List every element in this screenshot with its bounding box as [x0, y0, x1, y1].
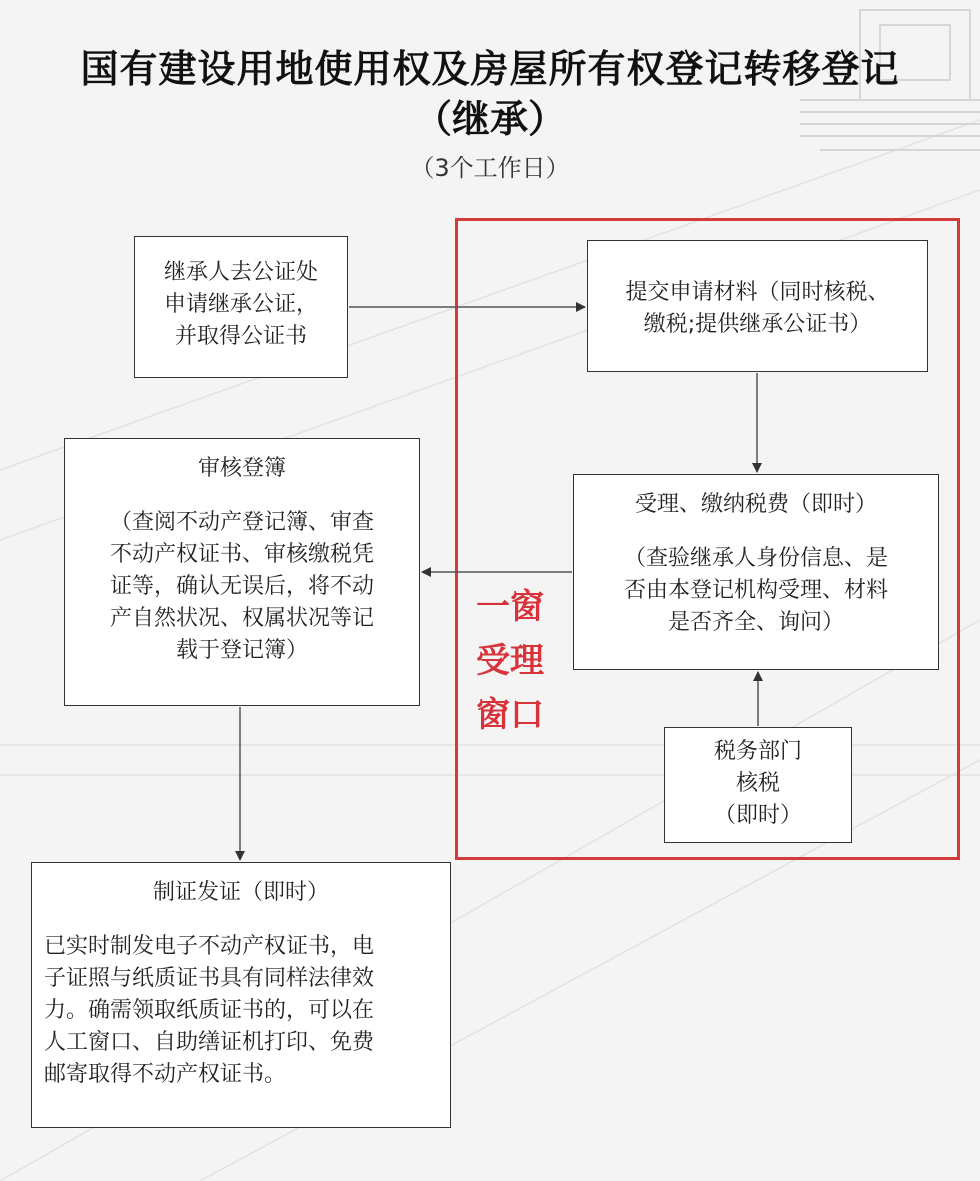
box-text-line: 继承人去公证处: [163, 260, 318, 285]
page-title: 国有建设用地使用权及房屋所有权登记转移登记: [80, 47, 900, 91]
box-text-line: 人工窗口、自助缮证机打印、免费: [44, 1030, 375, 1055]
one-window-label: [470, 580, 550, 742]
box-heading: 审核登簿: [197, 456, 286, 481]
window-label-line: 受理: [476, 641, 544, 681]
box-text-line: 税务部门: [713, 739, 802, 764]
box-text-line: 申请继承公证，: [163, 292, 318, 317]
accept-pay-tax-box: [573, 474, 939, 670]
box-text-line: 否由本登记机构受理、材料: [623, 578, 888, 603]
box-text-line: 已实时制发电子不动产权证书，电: [44, 934, 375, 959]
submit-materials-box: [587, 240, 928, 372]
box-text-line: （查阅不动产登记簿、审查: [109, 510, 374, 535]
page-subtitle: （继承）: [413, 97, 566, 141]
window-label-line: 一窗: [476, 587, 544, 627]
box-text-line: （即时）: [713, 803, 802, 828]
box-text-line: （查验继承人身份信息、是: [623, 546, 888, 571]
issue-certificate-box: [31, 862, 451, 1128]
box-text-line: 力。确需领取纸质证书的，可以在: [44, 998, 375, 1023]
box-text-line: 子证照与纸质证书具有同样法律效: [44, 966, 375, 991]
box-text-line: 证等，确认无误后，将不动: [109, 574, 374, 599]
duration-note: （3个工作日）: [410, 154, 570, 182]
box-text-line: 并取得公证书: [174, 324, 307, 349]
box-heading: 制证发证（即时）: [152, 880, 329, 905]
window-label-line: 窗口: [476, 695, 544, 735]
notary-step-box: [134, 236, 348, 378]
review-register-box: [64, 438, 420, 706]
box-text-line: 产自然状况、权属状况等记: [109, 606, 374, 631]
box-text-line: 核税: [735, 771, 780, 796]
box-text-line: 缴税;提供继承公证书）: [643, 312, 872, 337]
box-text-line: 载于登记簿）: [175, 638, 308, 663]
tax-department-box: [664, 727, 852, 843]
box-text-line: 提交申请材料（同时核税、: [625, 280, 890, 305]
box-heading: 受理、缴纳税费（即时）: [634, 492, 877, 517]
box-text-line: 邮寄取得不动产权证书。: [44, 1062, 287, 1087]
box-text-line: 不动产权证书、审核缴税凭: [109, 542, 374, 567]
box-text-line: 是否齐全、询问）: [667, 610, 844, 635]
